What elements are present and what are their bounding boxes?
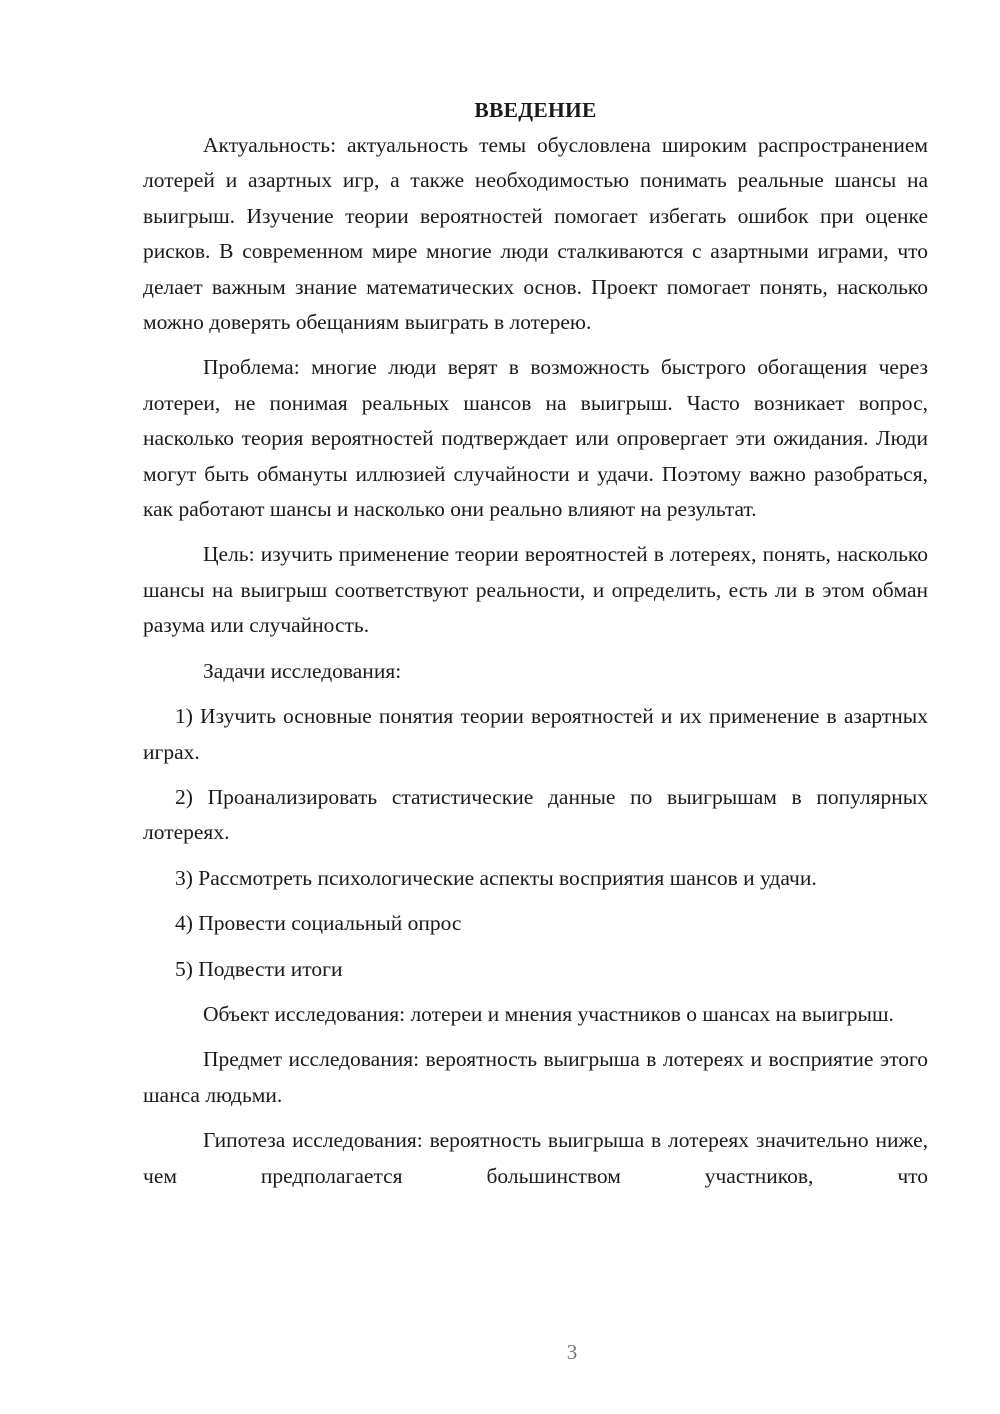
page-title: ВВЕДЕНИЕ: [474, 98, 597, 122]
page-number: 3: [566, 1340, 578, 1364]
task-item-1: 1) Изучить основные понятия теории вероятностей и их применение в азартных играх.: [143, 704, 928, 764]
object-paragraph: Объект исследования: лотереи и мнения участников о шансах на выигрыш.: [203, 1001, 894, 1026]
tasks-title: Задачи исследования:: [203, 658, 402, 683]
goal-paragraph: Цель: изучить применение теории вероятностей в лотереях, понять, насколько шансы на выигрыш соответствуют реальности, и определить, есть ли в этом обман разума или случайность.: [143, 542, 928, 638]
relevance-paragraph: Актуальность: актуальность темы обусловлена широким распространением лотерей и азартных игр, а также необходимостью понимать реальные шансы на выигрыш. Изучение теории вероятностей помогает избегать ошибок при оценке рисков. В современном мире многие люди сталкиваются с азартными играми, что делает важным знание математических основ. Проект помогает понять, насколько можно доверять обещаниям выиграть в лотерею.: [143, 133, 928, 335]
hypothesis-paragraph: Гипотеза исследования: вероятность выигрыша в лотереях значительно ниже, чем предполагается большинством участников, что: [143, 1128, 928, 1188]
subject-paragraph: Предмет исследования: вероятность выигрыша в лотереях и восприятие этого шанса людьми.: [143, 1047, 928, 1107]
page-content: [143, 92, 928, 1194]
task-item-5: 5) Подвести итоги: [175, 956, 343, 981]
task-item-4: 4) Провести социальный опрос: [175, 911, 462, 936]
task-item-3: 3) Рассмотреть психологические аспекты восприятия шансов и удачи.: [175, 865, 817, 890]
task-item-2: 2) Проанализировать статистические данные по выигрышам в популярных лотереях.: [143, 784, 928, 845]
problem-paragraph: Проблема: многие люди верят в возможность быстрого обогащения через лотереи, не понимая реальных шансов на выигрыш. Часто возникает вопрос, насколько теория вероятностей подтверждает или опровергает эти ожидания. Люди могут быть обмануты иллюзией случайности и удачи. Поэтому важно разобраться, как работают шансы и насколько они реально влияют на результат.: [143, 355, 928, 522]
